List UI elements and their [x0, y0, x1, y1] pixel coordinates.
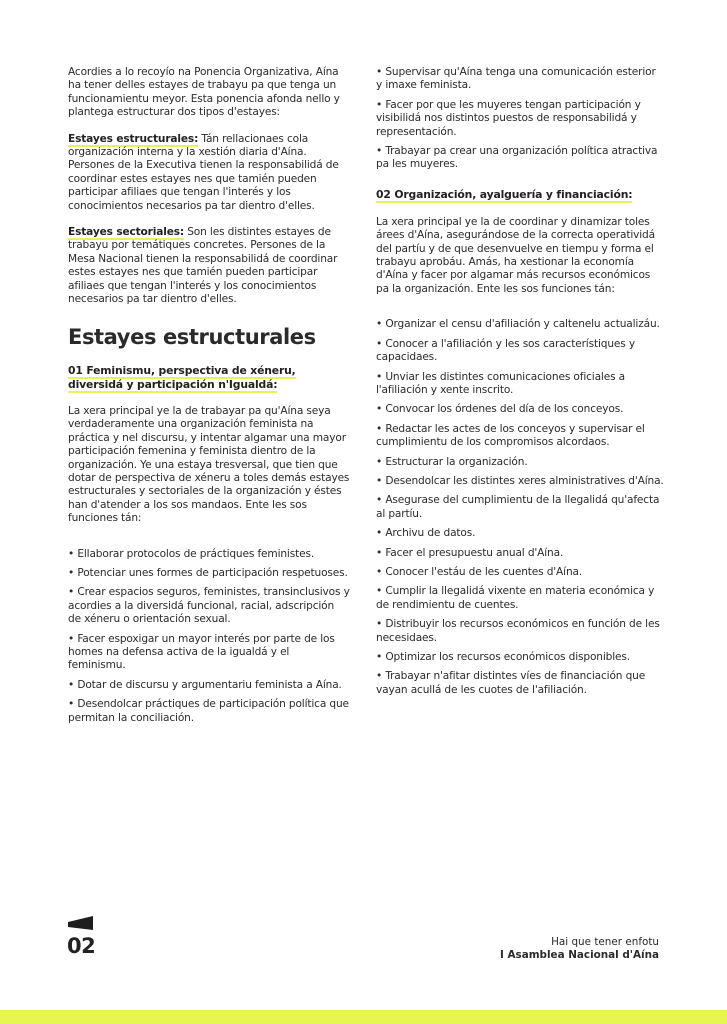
- footer-event-name: I Asamblea Nacional d'Aína: [499, 949, 659, 961]
- list-item: • Convocar los órdenes del día de los conceyos.: [376, 403, 664, 416]
- subsection-heading-02-text: 02 Organización, ayalguería y financiación:: [376, 187, 633, 201]
- list-item: • Ellaborar protocolos de práctiques feministes.: [68, 548, 350, 561]
- structural-term: Estayes estructurales:: [68, 132, 199, 145]
- list-item: • Facer espoxigar un mayor interés por parte de los homes na defensa activa de la igualdá y el feminismu.: [68, 633, 350, 673]
- sectoral-term: Estayes sectoriales:: [68, 226, 184, 239]
- list-item: • Dotar de discursu y argumentariu feminista a Aína.: [68, 679, 350, 692]
- sectoral-definition: [68, 226, 350, 306]
- page-flag-icon: [68, 916, 93, 930]
- accent-bar: [0, 1010, 727, 1024]
- list-item: • Cumplir la llegalidá vixente en materia económica y de rendimientu de cuentes.: [376, 585, 664, 612]
- list-item: • Facer el presupuestu anual d'Aína.: [376, 547, 664, 560]
- list-item: • Distribuyir los recursos económicos en función de les necesidaes.: [376, 618, 664, 645]
- sectoral-text: Son les distintes estayes de trabayu por temátiques concretes. Persones de la Mesa Nacional tienen la responsabilidá de coordinar estes estayes nes que tamién pueden participar afiliaes que tengan l'interés y los conocimientos necesarios pa tar dientro d'elles.: [68, 226, 338, 306]
- list-item: • Conocer l'estáu de les cuentes d'Aína.: [376, 566, 664, 579]
- list-item: • Trabayar n'afitar distintes víes de financiación que vayan acullá de les cuotes de l'afiliación.: [376, 670, 664, 697]
- list-item: • Potenciar unes formes de participación respetuoses.: [68, 567, 350, 580]
- list-item: • Trabayar pa crear una organización política atractiva pa les muyeres.: [376, 145, 664, 172]
- page-number: 02: [67, 934, 96, 958]
- list-item: • Crear espacios seguros, feministes, transinclusivos y acordies a la diversidá funcional, racial, adscripción de xéneru o orientación sexual.: [68, 586, 350, 626]
- list-item: • Organizar el censu d'afiliación y caltenelu actualizáu.: [376, 318, 664, 331]
- subsection-02-paragraph: La xera principal ye la de coordinar y dinamizar toles árees d'Aína, asegurándose de la correcta operatividá del partíu y de que desenvuelve en tiempu y forma el trabayu aprobáu. Amás, ha xestionar la economía d'Aína y facer por algamar más recursos económicos pa la organización. Ente les sos funciones tán:: [376, 215, 655, 295]
- list-item: • Desendolcar práctiques de participación política que permitan la conciliación.: [68, 698, 350, 725]
- section-heading: Estayes estructurales: [68, 324, 316, 349]
- subsection-02-list: [376, 318, 664, 697]
- subsection-heading-01-text: 01 Feminismu, perspectiva de xéneru, diversidá y participación n'Igualdá:: [68, 363, 296, 391]
- list-item: • Redactar les actes de los conceyos y supervisar el cumplimientu de los compromisos alcordaos.: [376, 423, 664, 450]
- list-item: • Conocer a l'afiliación y les sos característiques y capacidaes.: [376, 338, 664, 365]
- list-item: • Asegurase del cumplimientu de la llegalidá qu'afecta al partíu.: [376, 494, 664, 521]
- list-item: • Unviar les distintes comunicaciones oficiales a l'afiliación y xente inscrito.: [376, 371, 664, 398]
- list-item: • Optimizar los recursos económicos disponibles.: [376, 651, 664, 664]
- right-column: [376, 66, 664, 703]
- subsection-01-list-continued: [376, 66, 664, 172]
- footer-tagline: Hai que tener enfotu: [551, 936, 659, 948]
- footer-tagline-block: [500, 936, 659, 962]
- list-item: • Facer por que les muyeres tengan participación y visibilidá nos distintos puestos de responsabilidá y representación.: [376, 99, 664, 139]
- list-item: • Archivu de datos.: [376, 527, 664, 540]
- left-column: [68, 66, 350, 731]
- structural-definition: [68, 133, 350, 213]
- structural-text: Tán rellacionaes cola organización interna y la xestión diaria d'Aína. Persones de la Executiva tienen la responsabilidá de coordinar estes estayes nes que tamién pueden participar afiliaes que tengan l'interés y los conocimientos necesarios pa tar dientro d'elles.: [68, 132, 339, 212]
- subsection-heading-01: [68, 364, 350, 392]
- list-item: • Estructurar la organización.: [376, 456, 664, 469]
- list-item: • Supervisar qu'Aína tenga una comunicación esterior y imaxe feminista.: [376, 66, 664, 93]
- intro-paragraph: Acordies a lo recoyío na Ponencia Organizativa, Aína ha tener delles estayes de trabayu pa que tenga un funcionamientu meyor. Esta ponencia afonda nello y plantega estructurar dos tipos d'estayes:: [68, 66, 340, 119]
- subsection-01-paragraph: La xera principal ye la de trabayar pa qu'Aína seya verdaderamente una organización feminista na práctica y nel discursu, y intentar algamar una mayor participación femenina y feminista dientro de la organización. Ye una estaya tresversal, que tien que dotar de perspectiva de xéneru a toles demás estayes estructurales y sectoriales de la organización y éstes han d'atender a los sos mandaos. Ente les sos funciones tán:: [68, 404, 350, 525]
- subsection-heading-02: [376, 188, 664, 202]
- list-item: • Desendolcar les distintes xeres alministratives d'Aína.: [376, 475, 664, 488]
- subsection-01-list: [68, 548, 350, 725]
